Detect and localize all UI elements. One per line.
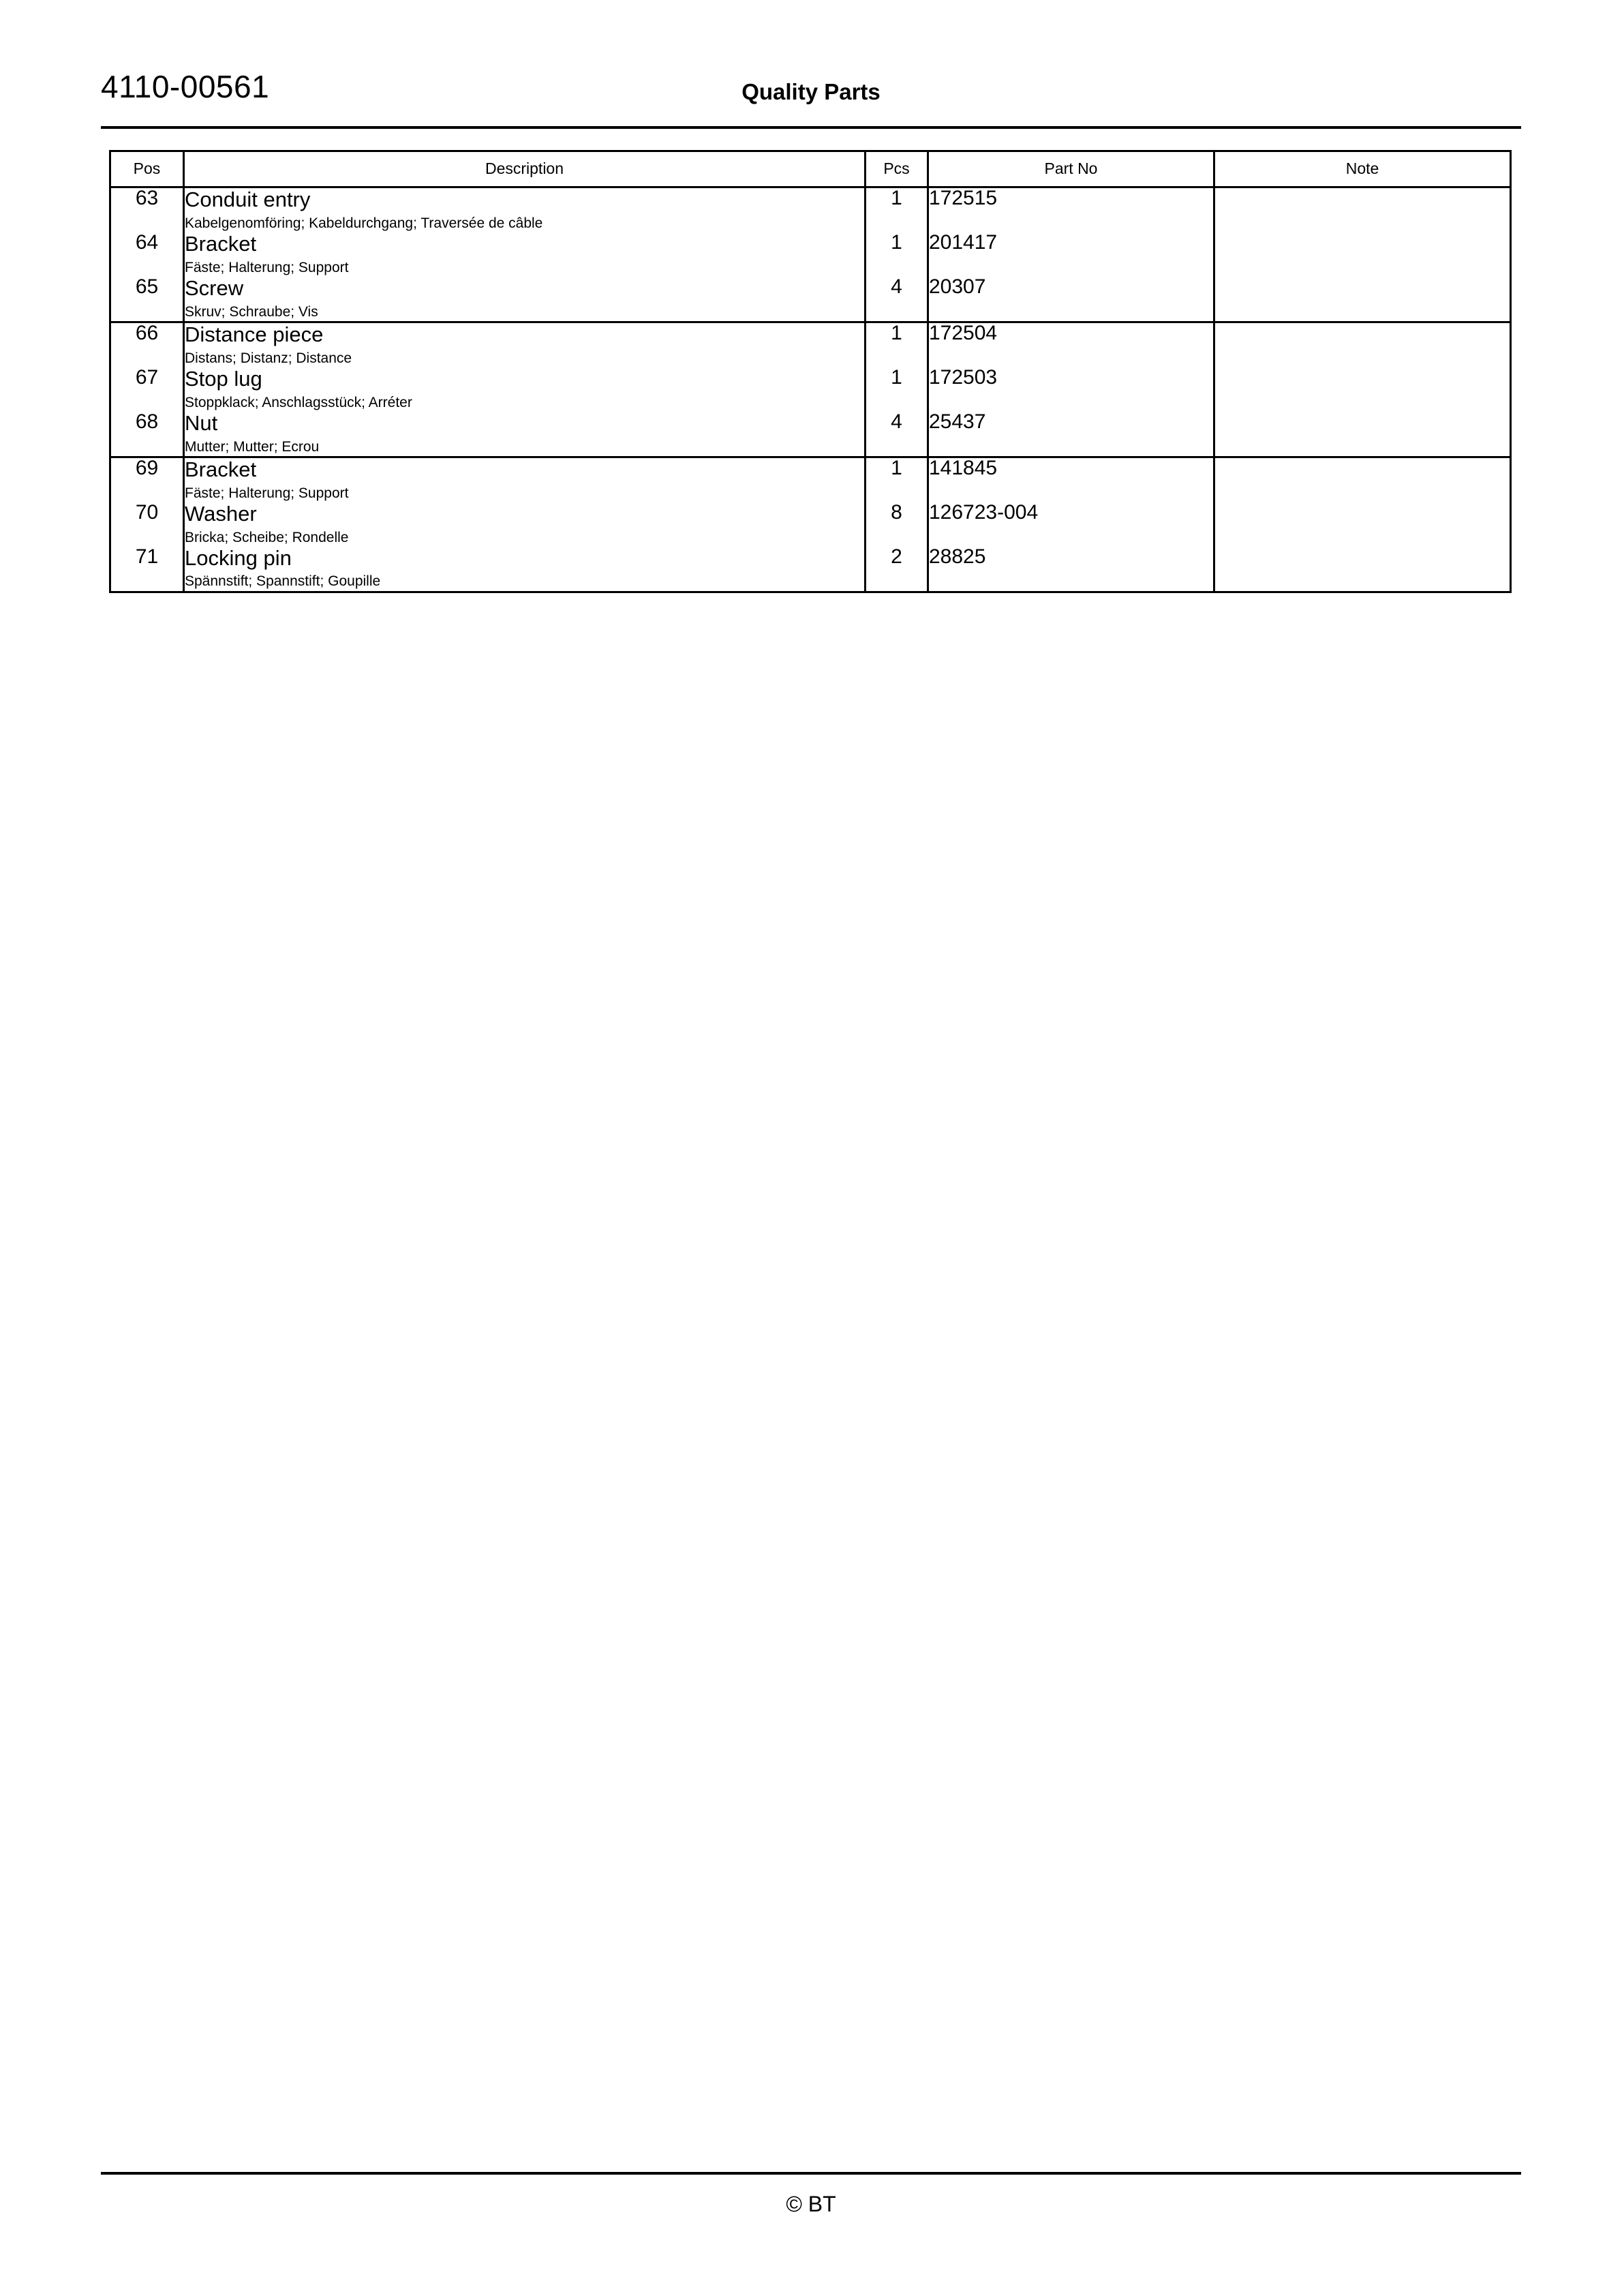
table-body (110, 187, 1511, 592)
part-name: Distance piece (185, 322, 324, 346)
table-row (110, 187, 1511, 232)
cell-pos: 63 (110, 187, 184, 232)
part-translations: Distans; Distanz; Distance (185, 350, 352, 366)
part-name: Bracket (185, 457, 257, 481)
cell-pcs: 4 (866, 412, 928, 457)
cell-description (184, 322, 866, 367)
table-row (110, 367, 1511, 412)
part-name: Stop lug (185, 366, 262, 391)
cell-part-no: 172504 (928, 322, 1214, 367)
cell-description (184, 502, 866, 547)
cell-part-no: 126723-004 (928, 502, 1214, 547)
cell-description (184, 232, 866, 277)
cell-part-no: 201417 (928, 232, 1214, 277)
table-row (110, 232, 1511, 277)
cell-pos: 68 (110, 412, 184, 457)
cell-pcs: 8 (866, 502, 928, 547)
column-header-description: Description (184, 151, 866, 187)
cell-pcs: 1 (866, 367, 928, 412)
table-row (110, 277, 1511, 322)
cell-note (1214, 322, 1511, 367)
cell-pos: 64 (110, 232, 184, 277)
page-header (101, 68, 1521, 127)
part-name: Locking pin (185, 545, 292, 570)
cell-pos: 71 (110, 547, 184, 592)
footer-divider (101, 2172, 1521, 2175)
column-header-pcs: Pcs (866, 151, 928, 187)
cell-description (184, 367, 866, 412)
cell-pcs: 1 (866, 457, 928, 502)
part-translations: Fäste; Halterung; Support (185, 259, 349, 275)
cell-note (1214, 547, 1511, 592)
cell-pos: 66 (110, 322, 184, 367)
cell-description (184, 412, 866, 457)
page-title: Quality Parts (741, 79, 881, 104)
cell-pos: 69 (110, 457, 184, 502)
part-translations: Kabelgenomföring; Kabeldurchgang; Traversée de câble (185, 215, 543, 231)
cell-pos: 67 (110, 367, 184, 412)
table-header-row (110, 151, 1511, 187)
table-row (110, 457, 1511, 502)
cell-note (1214, 277, 1511, 322)
cell-description (184, 457, 866, 502)
cell-note (1214, 502, 1511, 547)
cell-part-no: 172503 (928, 367, 1214, 412)
cell-part-no: 28825 (928, 547, 1214, 592)
cell-pos: 65 (110, 277, 184, 322)
column-header-pos: Pos (110, 151, 184, 187)
cell-pos: 70 (110, 502, 184, 547)
part-translations: Mutter; Mutter; Ecrou (185, 438, 320, 455)
part-name: Screw (185, 275, 244, 300)
cell-pcs: 1 (866, 187, 928, 232)
footer-copyright: © BT (786, 2192, 836, 2216)
part-name: Washer (185, 501, 257, 526)
cell-note (1214, 412, 1511, 457)
cell-part-no: 20307 (928, 277, 1214, 322)
table-row (110, 547, 1511, 592)
cell-note (1214, 187, 1511, 232)
table-row (110, 502, 1511, 547)
part-translations: Skruv; Schraube; Vis (185, 303, 318, 320)
part-name: Bracket (185, 231, 257, 256)
cell-part-no: 172515 (928, 187, 1214, 232)
table-row (110, 412, 1511, 457)
part-name: Conduit entry (185, 187, 311, 211)
cell-pcs: 1 (866, 322, 928, 367)
cell-description (184, 547, 866, 592)
part-translations: Stoppklack; Anschlagsstück; Arréter (185, 394, 412, 410)
part-translations: Fäste; Halterung; Support (185, 485, 349, 501)
cell-pcs: 1 (866, 232, 928, 277)
header-divider (101, 126, 1521, 129)
column-header-part-no: Part No (928, 151, 1214, 187)
document-number: 4110-00561 (101, 69, 270, 104)
cell-description (184, 187, 866, 232)
cell-pcs: 4 (866, 277, 928, 322)
cell-note (1214, 457, 1511, 502)
cell-part-no: 25437 (928, 412, 1214, 457)
part-translations: Spännstift; Spannstift; Goupille (185, 573, 381, 590)
table-header (110, 151, 1511, 187)
cell-part-no: 141845 (928, 457, 1214, 502)
part-name: Nut (185, 410, 218, 435)
cell-pcs: 2 (866, 547, 928, 592)
table-row (110, 322, 1511, 367)
column-header-note: Note (1214, 151, 1511, 187)
part-translations: Bricka; Scheibe; Rondelle (185, 529, 349, 545)
parts-table (109, 150, 1512, 593)
cell-note (1214, 232, 1511, 277)
cell-note (1214, 367, 1511, 412)
cell-description (184, 277, 866, 322)
